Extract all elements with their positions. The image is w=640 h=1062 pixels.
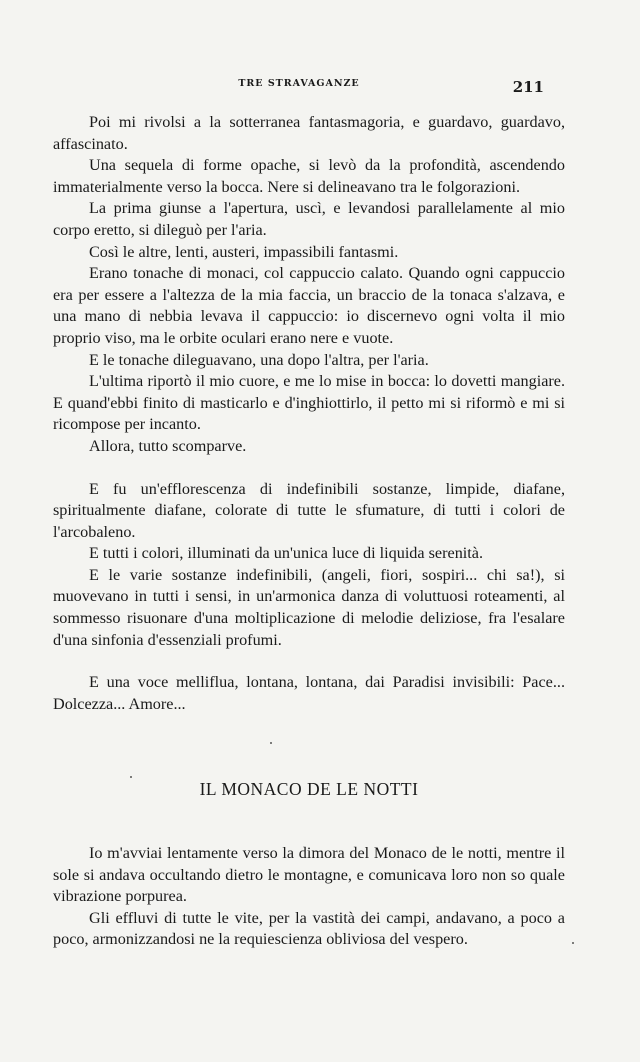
paragraph: Erano tonache di monaci, col cappuccio calato. Quando ogni cappuccio era per essere a l'altezza de la mia faccia, un braccio de la tonaca s'alzava, e una mano di nebbia levava il cappuccio: io discernevo ogni volta il mio proprio viso, ma le orbite oculari erano nere e vuote. — [53, 264, 565, 347]
paragraph: L'ultima riportò il mio cuore, e me lo mise in bocca: lo dovetti mangiare. E quand'ebbi finito di masticarlo e d'inghiottirlo, il petto mi si riformò e mi si ricompose per incanto. — [53, 372, 565, 434]
running-title: TRE STRAVAGANZE — [238, 78, 360, 89]
paragraph: La prima giunse a l'apertura, uscì, e levandosi parallelamente al mio corpo eretto, si dileguò per l'aria. — [53, 199, 565, 239]
paragraph: E una voce melliflua, lontana, lontana, dai Paradisi invisibili: Pace... Dolcezza... Amore... — [53, 673, 565, 713]
paragraph: Poi mi rivolsi a la sotterranea fantasmagoria, e guardavo, guardavo, affascinato. — [53, 113, 565, 153]
paper-speck — [270, 742, 272, 744]
section-gap — [53, 651, 565, 672]
paper-speck — [572, 942, 574, 944]
section-gap — [53, 715, 565, 779]
section-gap — [53, 801, 565, 843]
paragraph: Così le altre, lenti, austeri, impassibili fantasmi. — [89, 242, 399, 261]
paragraph: Una sequela di forme opache, si levò da la profondità, ascendendo immaterialmente verso la bocca. Nere si delineavano tra le folgorazioni. — [53, 156, 565, 196]
page-body — [53, 112, 565, 951]
paper-speck — [130, 776, 132, 778]
paragraph: E fu un'efflorescenza di indefinibili sostanze, limpide, diafane, spiritualmente diafane, colorate di tutte le sfumature, di tutti i colori de l'arcobaleno. — [53, 479, 565, 541]
section-title: IL MONACO DE LE NOTTI — [199, 779, 419, 800]
paragraph: E le varie sostanze indefinibili, (angeli, fiori, sospiri... chi sa!), si muovevano in tutti i sensi, in un'armonica danza di voluttuosi roteamenti, al sommesso risuonare d'una moltiplicazione di melodie deliziose, fra l'esalare d'una sinfonia d'essenziali profumi. — [53, 565, 565, 649]
paragraph: Gli effluvi di tutte le vite, per la vastità dei campi, andavano, a poco a poco, armonizzandosi ne la requiescienza obliviosa del vespero. — [53, 908, 565, 949]
running-head — [56, 78, 542, 98]
paragraph: E le tonache dileguavano, una dopo l'altra, per l'aria. — [89, 350, 429, 369]
section-gap — [53, 458, 565, 479]
paragraph: E tutti i colori, illuminati da un'unica luce di liquida serenità. — [89, 544, 484, 563]
paragraph: Io m'avviai lentamente verso la dimora del Monaco de le notti, mentre il sole si andava occultando dietro le montagne, e comunicava loro non so quale vibrazione porpurea. — [53, 844, 565, 906]
paragraph: Allora, tutto scomparve. — [89, 436, 247, 455]
page-number: 211 — [512, 78, 544, 96]
